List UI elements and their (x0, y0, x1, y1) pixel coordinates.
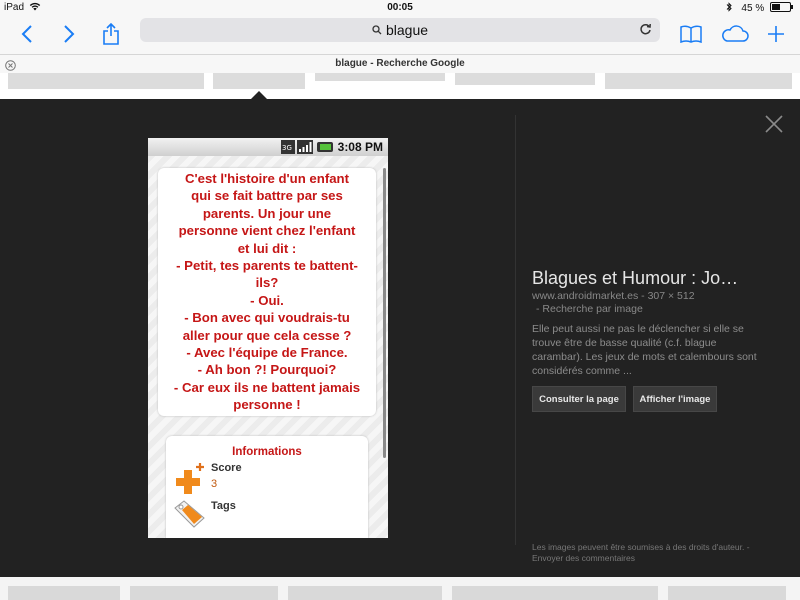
plus-score-icon (174, 462, 208, 496)
share-button[interactable] (94, 18, 128, 50)
joke-line: personne vient chez l'enfant (178, 223, 356, 239)
phone-clock: 3:08 PM (337, 140, 383, 154)
status-bar (0, 0, 800, 16)
joke-line: personne ! (233, 397, 301, 413)
phone-scrollbar (383, 168, 386, 458)
new-tab-button[interactable] (759, 18, 793, 50)
joke-line: C'est l'histoire d'un enfant (184, 171, 349, 186)
result-thumbnail[interactable] (213, 73, 305, 89)
joke-line: - Petit, tes parents te battent- (176, 258, 358, 274)
result-thumbnail[interactable] (605, 73, 792, 89)
panel-divider (515, 115, 516, 545)
reload-icon (639, 22, 652, 36)
result-thumbnail[interactable] (288, 586, 442, 600)
tag-icon (172, 498, 208, 530)
back-button[interactable] (10, 18, 44, 50)
score-value: 3 (211, 478, 218, 490)
cloud-icon (721, 25, 749, 43)
image-results-strip (0, 73, 800, 99)
joke-line: et lui dit : (237, 240, 297, 256)
tab-title[interactable]: blague - Recherche Google (335, 58, 465, 69)
meta-separator: - (641, 290, 648, 302)
result-thumbnail[interactable] (315, 73, 445, 81)
result-thumbnail[interactable] (8, 586, 120, 600)
result-thumbnail[interactable] (455, 73, 595, 85)
phone-status-bar (148, 138, 388, 156)
info-title: Informations (232, 446, 302, 458)
result-thumbnail[interactable] (668, 586, 786, 600)
score-label: Score (211, 462, 242, 474)
feedback-link[interactable]: Envoyer des commentaires (532, 553, 635, 563)
plus-icon (767, 25, 785, 43)
view-image-button[interactable]: Afficher l'image (633, 386, 717, 412)
chevron-right-icon (63, 24, 75, 44)
search-icon (372, 25, 382, 35)
safari-toolbar (0, 16, 800, 54)
meta-separator: - (536, 303, 543, 315)
result-description: Elle peut aussi ne pas le déclencher si elle se trouve être de basse qualité (c.f. blague carambar). Les jeux de mots et calembours sont considérés comme ... (532, 323, 757, 377)
reload-button[interactable] (639, 22, 652, 41)
share-icon (102, 23, 120, 45)
battery-icon (770, 2, 794, 12)
address-text: blague (385, 22, 429, 38)
visit-page-button[interactable]: Consulter la page (532, 386, 626, 412)
preview-image[interactable] (148, 138, 388, 538)
bluetooth-icon (725, 2, 733, 12)
result-thumbnail[interactable] (130, 586, 278, 600)
joke-card (158, 168, 376, 416)
tab-bar (0, 54, 800, 73)
result-meta (532, 290, 782, 316)
icloud-tabs-button[interactable] (718, 18, 752, 50)
joke-line: - Oui. (250, 292, 284, 308)
battery-percent: 45 % (741, 3, 765, 14)
result-title[interactable]: Blagues et Humour : Jo… (532, 268, 739, 288)
info-card (166, 436, 368, 538)
forward-button[interactable] (52, 18, 86, 50)
bottom-results-strip (0, 577, 800, 600)
device-name: iPad (4, 2, 25, 13)
result-thumbnail[interactable] (8, 73, 204, 89)
address-text-wrap (140, 22, 660, 38)
joke-line: aller pour que cela cesse ? (182, 327, 352, 343)
joke-line: parents. Un jour une (202, 205, 332, 221)
status-time: 00:05 (387, 2, 413, 13)
joke-line: - Avec l'équipe de France. (186, 345, 348, 361)
svg-text:3G: 3G (282, 144, 292, 152)
image-dimensions: 307 × 512 (647, 290, 695, 302)
source-domain[interactable]: www.androidmarket.es (532, 290, 639, 302)
joke-line: - Bon avec qui voudrais-tu (184, 310, 350, 326)
chevron-left-icon (21, 24, 33, 44)
selection-pointer (251, 91, 267, 99)
status-right (725, 2, 794, 14)
joke-text (158, 170, 376, 414)
search-by-image-link[interactable]: Recherche par image (542, 303, 643, 315)
tags-label: Tags (211, 500, 236, 512)
joke-line: - Ah bon ?! Pourquoi? (197, 362, 337, 378)
copyright-text: Les images peuvent être soumises à des droits d'auteur. (532, 542, 745, 552)
bookmarks-button[interactable] (674, 18, 708, 50)
copyright-notice: Les images peuvent être soumises à des droits d'auteur. - Envoyer des commentaires (532, 542, 750, 563)
book-icon (680, 25, 702, 43)
joke-line: qui se fait battre par ses (191, 188, 343, 204)
close-preview-button[interactable] (764, 114, 784, 134)
address-bar[interactable] (140, 18, 660, 42)
joke-line: ils? (255, 275, 279, 291)
joke-line: - Car eux ils ne battent jamais (173, 379, 361, 395)
signal-icon (280, 139, 336, 155)
close-icon (764, 114, 784, 134)
result-thumbnail[interactable] (452, 586, 658, 600)
